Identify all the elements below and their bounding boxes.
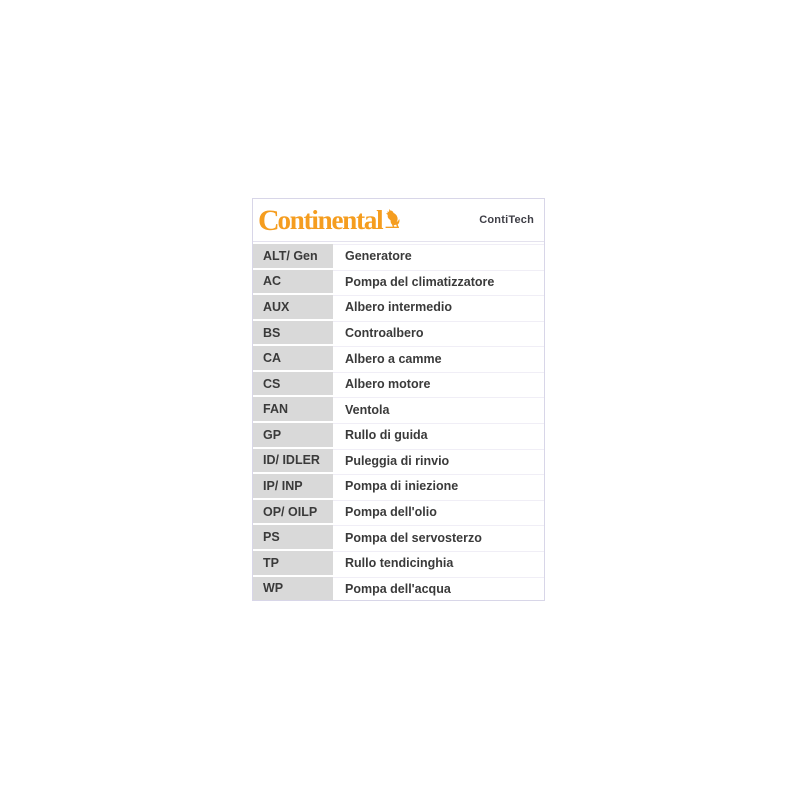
desc-cell: Ventola bbox=[333, 397, 544, 421]
abbr-cell: TP bbox=[253, 551, 333, 575]
rearing-horse-icon bbox=[385, 206, 402, 233]
desc-cell: Pompa di iniezione bbox=[333, 474, 544, 498]
desc-cell: Albero a camme bbox=[333, 346, 544, 370]
abbr-cell: ALT/ Gen bbox=[253, 244, 333, 268]
abbr-cell: IP/ INP bbox=[253, 474, 333, 498]
desc-cell: Generatore bbox=[333, 244, 544, 268]
table-row bbox=[253, 319, 544, 345]
table-row bbox=[253, 395, 544, 421]
desc-cell: Rullo tendicinghia bbox=[333, 551, 544, 575]
table-row bbox=[253, 242, 544, 268]
continental-logo-text: ontinental bbox=[277, 205, 383, 235]
abbreviation-legend-panel bbox=[252, 198, 545, 601]
table-row bbox=[253, 421, 544, 447]
abbr-cell: PS bbox=[253, 525, 333, 549]
desc-cell: Pompa dell'acqua bbox=[333, 577, 544, 601]
desc-cell: Pompa dell'olio bbox=[333, 500, 544, 524]
abbreviation-table bbox=[253, 242, 544, 600]
continental-logo-c: C bbox=[258, 204, 279, 237]
abbr-cell: CS bbox=[253, 372, 333, 396]
table-row bbox=[253, 472, 544, 498]
continental-logo bbox=[258, 204, 402, 237]
abbr-cell: AUX bbox=[253, 295, 333, 319]
table-row bbox=[253, 549, 544, 575]
abbr-cell: AC bbox=[253, 270, 333, 294]
abbr-cell: FAN bbox=[253, 397, 333, 421]
table-row bbox=[253, 268, 544, 294]
abbr-cell: BS bbox=[253, 321, 333, 345]
desc-cell: Controalbero bbox=[333, 321, 544, 345]
abbr-cell: GP bbox=[253, 423, 333, 447]
table-row bbox=[253, 575, 544, 601]
table-row bbox=[253, 523, 544, 549]
abbr-cell: WP bbox=[253, 577, 333, 601]
contitech-logo: ContiTech bbox=[479, 214, 534, 226]
abbr-cell: ID/ IDLER bbox=[253, 449, 333, 473]
table-row bbox=[253, 344, 544, 370]
abbr-cell: OP/ OILP bbox=[253, 500, 333, 524]
desc-cell: Albero motore bbox=[333, 372, 544, 396]
desc-cell: Pompa del servosterzo bbox=[333, 525, 544, 549]
desc-cell: Puleggia di rinvio bbox=[333, 449, 544, 473]
desc-cell: Albero intermedio bbox=[333, 295, 544, 319]
desc-cell: Pompa del climatizzatore bbox=[333, 270, 544, 294]
table-row bbox=[253, 293, 544, 319]
table-row bbox=[253, 498, 544, 524]
desc-cell: Rullo di guida bbox=[333, 423, 544, 447]
table-row bbox=[253, 370, 544, 396]
abbr-cell: CA bbox=[253, 346, 333, 370]
table-row bbox=[253, 447, 544, 473]
brand-header bbox=[253, 199, 544, 242]
